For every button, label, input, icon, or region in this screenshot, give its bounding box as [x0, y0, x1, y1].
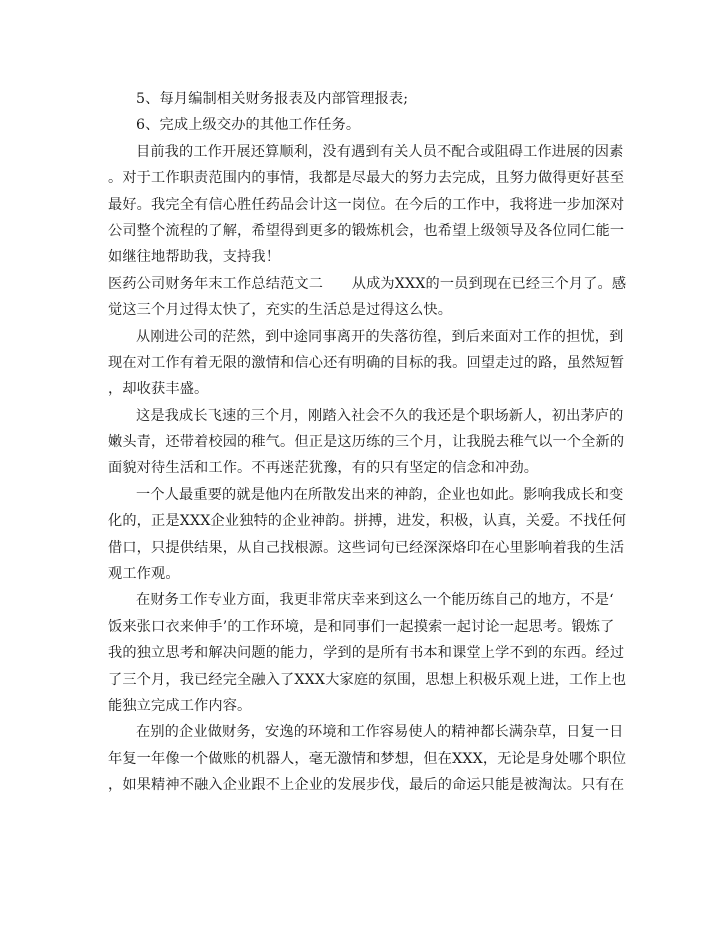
text-line: 借口，只提供结果，从自己找根源。这些词句已经深深烙印在心里影响着我的生活 [108, 539, 625, 556]
text-line: 5、每月编制相关财务报表及内部管理报表; [136, 91, 409, 107]
text-line: 化的，正是XXX企业独特的企业神韵。拼搏，进发，积极，认真，关爱。不找任何 [108, 513, 627, 530]
text-line: 如继往地帮助我，支持我！ [108, 249, 281, 266]
text-line: 一个人最重要的就是他内在所散发出来的神韵，企业也如此。影响我成长和变 [136, 486, 624, 503]
text-line: 能独立完成工作内容。 [108, 697, 252, 714]
text-line: 饭来张口衣来伸手’的工作环境，是和同事们一起摸索一起讨论一起思考。锻炼了 [108, 618, 615, 635]
text-line: 公司整个流程的了解，希望得到更多的锻炼机会，也希望上级领导及各位同仁能一 [108, 222, 625, 239]
document-page [108, 86, 627, 799]
text-line: 觉这三个月过得太快了，充实的生活总是过得这么快。 [108, 302, 453, 319]
text-line: 目前我的工作开展还算顺利，没有遇到有关人员不配合或阻碍工作进展的因素 [136, 143, 624, 160]
text-line: 最好。我完全有信心胜任药品会计这一岗位。在今后的工作中，我将进一步加深对 [108, 196, 625, 213]
text-line: 了三个月，我已经完全融入了XXX大家庭的氛围，思想上积极乐观上进，工作上也 [108, 671, 627, 688]
text-line: 在财务工作专业方面，我更非常庆幸来到这么一个能历练自己的地方，不是‘ [136, 592, 614, 609]
text-line: 嫩头青，还带着校园的稚气。但正是这历练的三个月，让我脱去稚气以一个全新的 [108, 434, 625, 451]
section-title-line: 医药公司财务年末工作总结范文二 从成为XXX的一员到现在已经三个月了。感 [108, 275, 627, 292]
text-line: 在别的企业做财务，安逸的环境和工作容易使人的精神都长满杂草，日复一日 [136, 724, 624, 741]
text-line: 6、完成上级交办的其他工作任务。 [136, 117, 361, 134]
text-line: 观工作观。 [108, 566, 180, 583]
text-line: ，如果精神不融入企业跟不上企业的发展步伐，最后的命运只能是被淘汰。只有在 [108, 777, 625, 794]
text-line: 我的独立思考和解决问题的能力，学到的是所有书本和课堂上学不到的东西。经过 [108, 645, 625, 662]
text-line: 从刚进公司的茫然，到中途同事离开的失落彷徨，到后来面对工作的担忧，到 [136, 328, 624, 345]
text-line: ，却收获丰盛。 [108, 381, 209, 398]
text-line: 这是我成长飞速的三个月，刚踏入社会不久的我还是个职场新人，初出茅庐的 [136, 407, 624, 424]
text-line: 现在对工作有着无限的激情和信心还有明确的目标的我。回望走过的路，虽然短暂 [108, 354, 625, 371]
text-line: 年复一年像一个做账的机器人，毫无激情和梦想，但在XXX，无论是身处哪个职位 [108, 750, 627, 767]
text-line: 。对于工作职责范围内的事情，我都是尽最大的努力去完成，且努力做得更好甚至 [108, 170, 625, 187]
text-line: 面貌对待生活和工作。不再迷茫犹豫，有的只有坚定的信念和冲劲。 [108, 460, 539, 477]
